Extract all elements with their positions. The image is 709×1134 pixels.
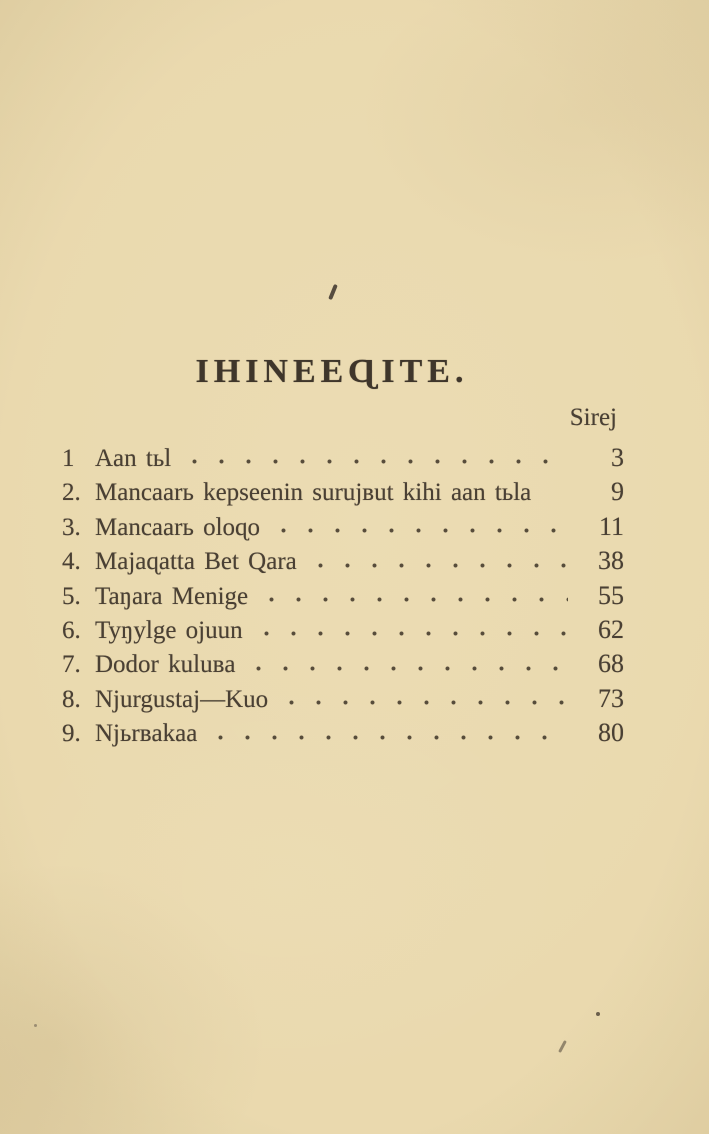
entry-number: 4. xyxy=(62,548,81,576)
dot-leader xyxy=(171,441,568,475)
entry-title: Dodor kuluʙa xyxy=(95,651,236,679)
entry-number: 7. xyxy=(62,651,81,679)
toc-entry xyxy=(62,613,624,647)
page-title: IHINEEɊITE. xyxy=(195,353,469,390)
entry-page-number: 11 xyxy=(598,511,624,541)
dot-leader xyxy=(297,544,568,578)
entry-number: 9. xyxy=(62,720,81,748)
entry-page-number: 38 xyxy=(598,546,624,576)
entry-number: 5. xyxy=(62,582,81,610)
toc-entry xyxy=(62,647,624,681)
column-header-sirej: Sirej xyxy=(569,404,617,431)
toc-entry xyxy=(62,544,624,578)
ink-speck xyxy=(328,284,338,300)
entry-number: 3. xyxy=(62,513,81,541)
entry-page-number: 3 xyxy=(611,443,624,472)
toc-entry xyxy=(62,510,624,544)
dot-leader xyxy=(243,613,568,647)
dot-leader xyxy=(260,510,568,544)
toc-entry xyxy=(62,475,624,509)
entry-page-number: 73 xyxy=(598,683,624,713)
toc-entry xyxy=(62,579,624,613)
toc-entry xyxy=(62,716,624,750)
entry-title: Aan tьl xyxy=(95,445,172,472)
ink-speck xyxy=(34,1024,37,1027)
entry-page-number: 80 xyxy=(598,718,624,748)
ink-speck xyxy=(596,1012,600,1016)
dot-leader xyxy=(197,716,568,750)
entry-title: Mancaarь kepseenin surujʙut kihi aan tьla xyxy=(95,479,532,507)
entry-title: Tyŋylge ojuun xyxy=(95,616,243,644)
entry-page-number: 68 xyxy=(598,649,624,679)
entry-page-number: 55 xyxy=(598,580,624,610)
entry-title: Mancaarь oloɋo xyxy=(95,513,261,541)
dot-leader xyxy=(235,647,568,681)
ink-speck xyxy=(558,1040,567,1053)
entry-number: 8. xyxy=(62,685,81,713)
toc-entry xyxy=(62,682,624,716)
entry-page-number: 9 xyxy=(611,477,624,507)
entry-title: Taŋara Menige xyxy=(95,582,249,610)
toc-entry xyxy=(62,441,624,475)
entry-title: Njurgustaj—Kuo xyxy=(95,685,269,713)
entry-number: 2. xyxy=(62,479,81,507)
entry-number: 6. xyxy=(62,616,81,644)
dot-leader xyxy=(531,475,568,509)
entry-title: Njьrʙakaa xyxy=(95,720,198,748)
entry-page-number: 62 xyxy=(598,614,624,644)
table-of-contents xyxy=(62,441,624,751)
entry-number: 1 xyxy=(62,445,75,472)
dot-leader xyxy=(268,682,568,716)
dot-leader xyxy=(248,579,568,613)
entry-title: Majaɋatta Bet Qara xyxy=(95,548,297,576)
